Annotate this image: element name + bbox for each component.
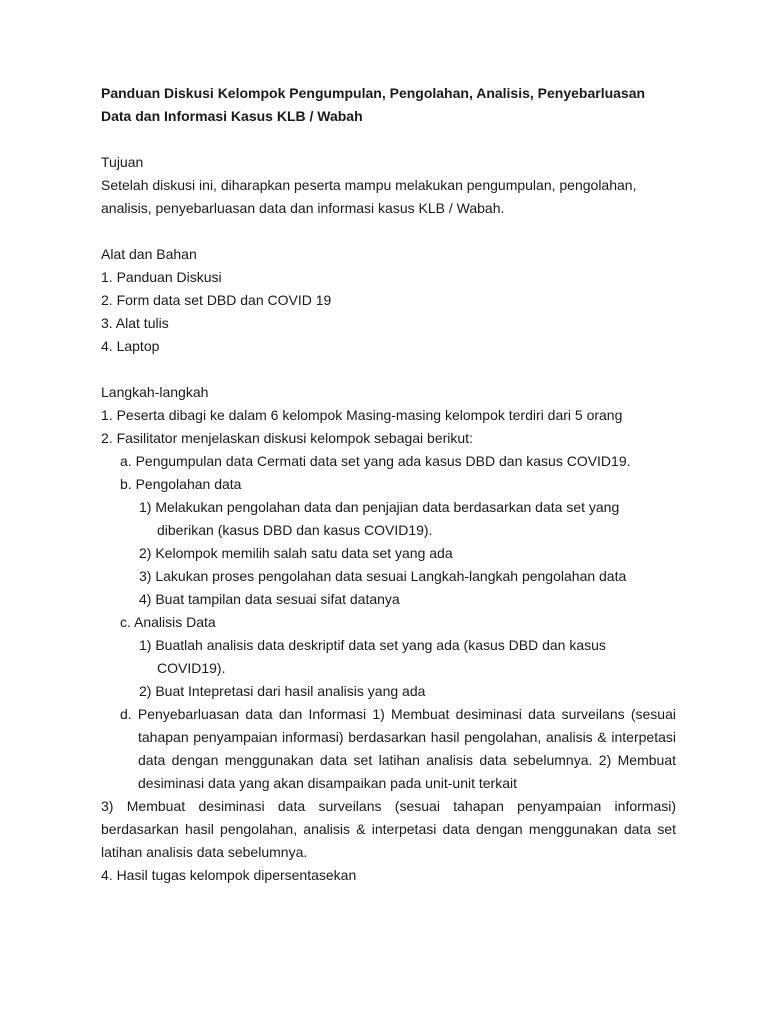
sub-step-c-label: c. Analisis Data: [120, 614, 216, 630]
sub-step-b-item: 4) Buat tampilan data sesuai sifat datanya: [139, 591, 400, 607]
tujuan-section: [101, 151, 676, 220]
alat-section: [101, 243, 676, 358]
alat-item: 2. Form data set DBD dan COVID 19: [101, 292, 332, 308]
sub-step-c-item: 1) Buatlah analisis data deskriptif data set yang ada (kasus DBD dan kasus COVID19).: [139, 637, 606, 676]
sub-step-b-label: b. Pengolahan data: [120, 476, 242, 492]
sub-step-b-item: 2) Kelompok memilih salah satu data set yang ada: [139, 545, 453, 561]
alat-item: 4. Laptop: [101, 338, 160, 354]
document-body: [101, 82, 676, 887]
langkah-step-2: 2. Fasilitator menjelaskan diskusi kelompok sebagai berikut:: [101, 430, 473, 446]
langkah-step-3: 3) Membuat desiminasi data surveilans (sesuai tahapan penyampaian informasi) berdasarkan hasil pengolahan, analisis & interpetasi data dengan menggunakan data set latihan analisis data sebelumnya.: [101, 798, 676, 860]
alat-item: 3. Alat tulis: [101, 315, 169, 331]
alat-heading: Alat dan Bahan: [101, 246, 197, 262]
tujuan-heading: Tujuan: [101, 154, 144, 170]
langkah-step-1: 1. Peserta dibagi ke dalam 6 kelompok Masing-masing kelompok terdiri dari 5 orang: [101, 407, 623, 423]
alat-item: 1. Panduan Diskusi: [101, 269, 222, 285]
tujuan-text: Setelah diskusi ini, diharapkan peserta mampu melakukan pengumpulan, pengolahan, analisis, penyebarluasan data dan informasi kasus KLB / Wabah.: [101, 177, 637, 216]
langkah-section: [101, 381, 676, 887]
sub-step-b-item: 1) Melakukan pengolahan data dan penjajian data berdasarkan data set yang diberikan (kasus DBD dan kasus COVID19).: [139, 499, 620, 538]
langkah-step-4: 4. Hasil tugas kelompok dipersentasekan: [101, 867, 357, 883]
langkah-heading: Langkah-langkah: [101, 384, 209, 400]
document-title: Panduan Diskusi Kelompok Pengumpulan, Pengolahan, Analisis, Penyebarluasan Data dan Informasi Kasus KLB / Wabah: [101, 85, 646, 124]
sub-step-d: d. Penyebarluasan data dan Informasi 1) Membuat desiminasi data surveilans (sesuai tahapan penyampaian informasi) berdasarkan hasil pengolahan, analisis & interpetasi data dengan menggunakan data set latihan analisis data sebelumnya. 2) Membuat desiminasi data yang akan disampaikan pada unit-unit terkait: [120, 706, 676, 791]
sub-step-a: a. Pengumpulan data Cermati data set yang ada kasus DBD dan kasus COVID19.: [120, 453, 631, 469]
sub-step-c-item: 2) Buat Intepretasi dari hasil analisis yang ada: [139, 683, 426, 699]
sub-step-b-item: 3) Lakukan proses pengolahan data sesuai Langkah-langkah pengolahan data: [139, 568, 627, 584]
